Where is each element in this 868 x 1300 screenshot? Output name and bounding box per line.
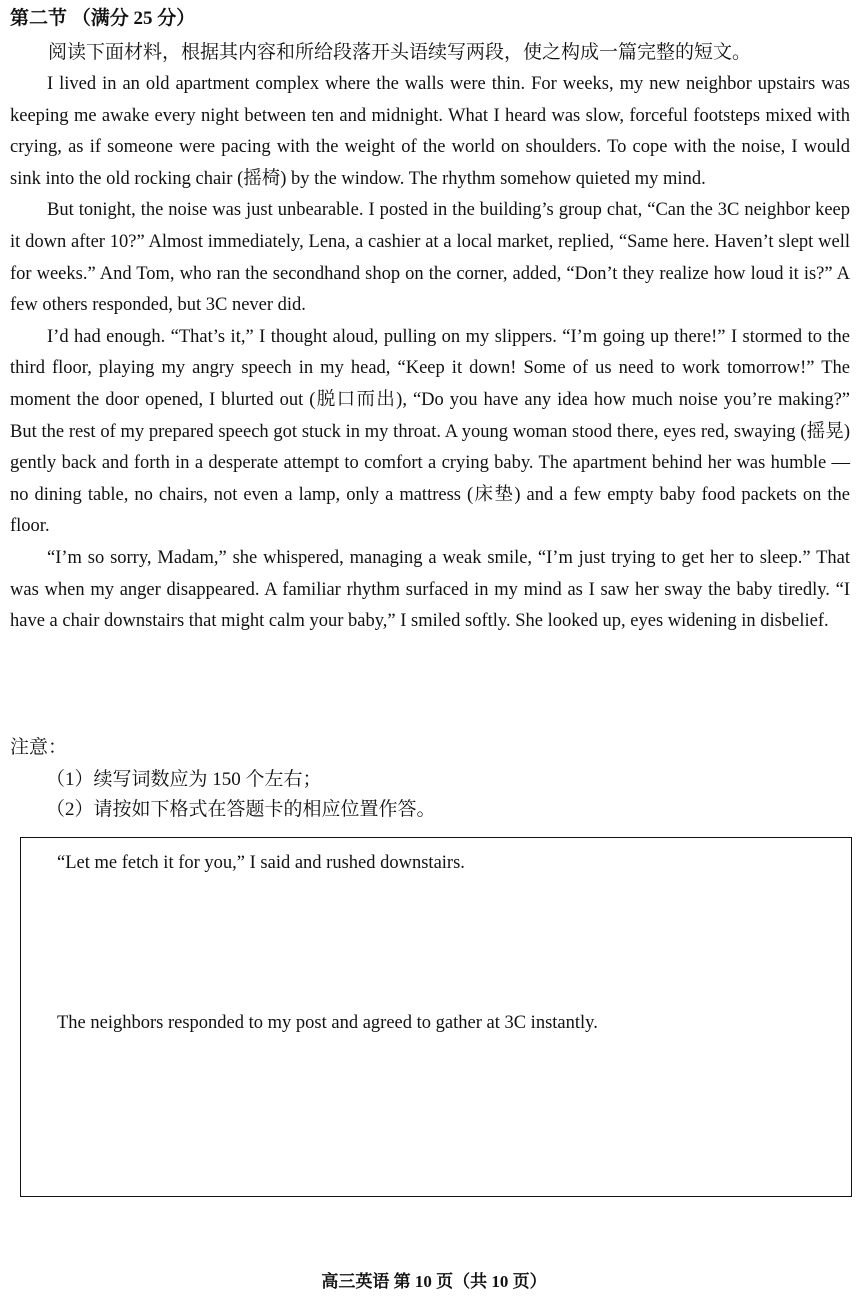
page-footer: 高三英语 第 10 页（共 10 页） [321,1272,547,1291]
note-answer-format: （2）请按如下格式在答题卡的相应位置作答。 [46,799,436,820]
passage-paragraph: But tonight, the noise was just unbearable. I posted in the building’s group chat, “Can the 3C neighbor keep it down after 10?” Almost immediately, Lena, a cashier at a local market, replied, “Same here. Haven’t slept well for weeks.” And Tom, who ran the secondhand shop on the corner, added, “Don’t they realize how loud it is?” A few others responded, but 3C never did. [10,200,850,316]
paragraph-starter-2: The neighbors responded to my post and agreed to gather at 3C instantly. [57,1013,598,1033]
reading-passage [10,69,850,638]
passage-paragraph: I’d had enough. “That’s it,” I thought aloud, pulling on my slippers. “I’m going up there!” I stormed to the third floor, playing my angry speech in my head, “Keep it down! Some of us need to work tomorrow!” The moment the door opened, I blurted out (脱口而出), “Do you have any idea how much noise you’re making?” But the rest of my prepared speech got stuck in my throat. A young woman stood there, eyes red, swaying (摇晃) gently back and forth in a desperate attempt to comfort a crying baby. The apartment behind her was humble — no dining table, no chairs, not even a lamp, only a mattress (床垫) and a few empty baby food packets on the floor. [10,326,850,537]
notes-list [46,765,436,825]
notes-title: 注意： [10,737,68,758]
note-word-count: （1）续写词数应为 150 个左右； [46,769,322,790]
section-title: 第二节 （满分 25 分） [10,8,196,29]
task-instruction: 阅读下面材料，根据其内容和所给段落开头语续写两段，使之构成一篇完整的短文。 [48,42,752,63]
answer-format-box [20,837,852,1197]
passage-paragraph: “I’m so sorry, Madam,” she whispered, managing a weak smile, “I’m just trying to get her to sleep.” That was when my anger disappeared. A familiar rhythm surfaced in my mind as I saw her sway the baby tiredly. “I have a chair downstairs that might calm your baby,” I smiled softly. She looked up, eyes widening in disbelief. [10,547,850,632]
passage-paragraph: I lived in an old apartment complex where the walls were thin. For weeks, my new neighbor upstairs was keeping me awake every night between ten and midnight. What I heard was slow, forceful footsteps mixed with crying, as if someone were pacing with the weight of the world on shoulders. To cope with the noise, I would sink into the old rocking chair (摇椅) by the window. The rhythm somehow quieted my mind. [10,74,850,189]
paragraph-starter-1: “Let me fetch it for you,” I said and rushed downstairs. [57,853,465,873]
